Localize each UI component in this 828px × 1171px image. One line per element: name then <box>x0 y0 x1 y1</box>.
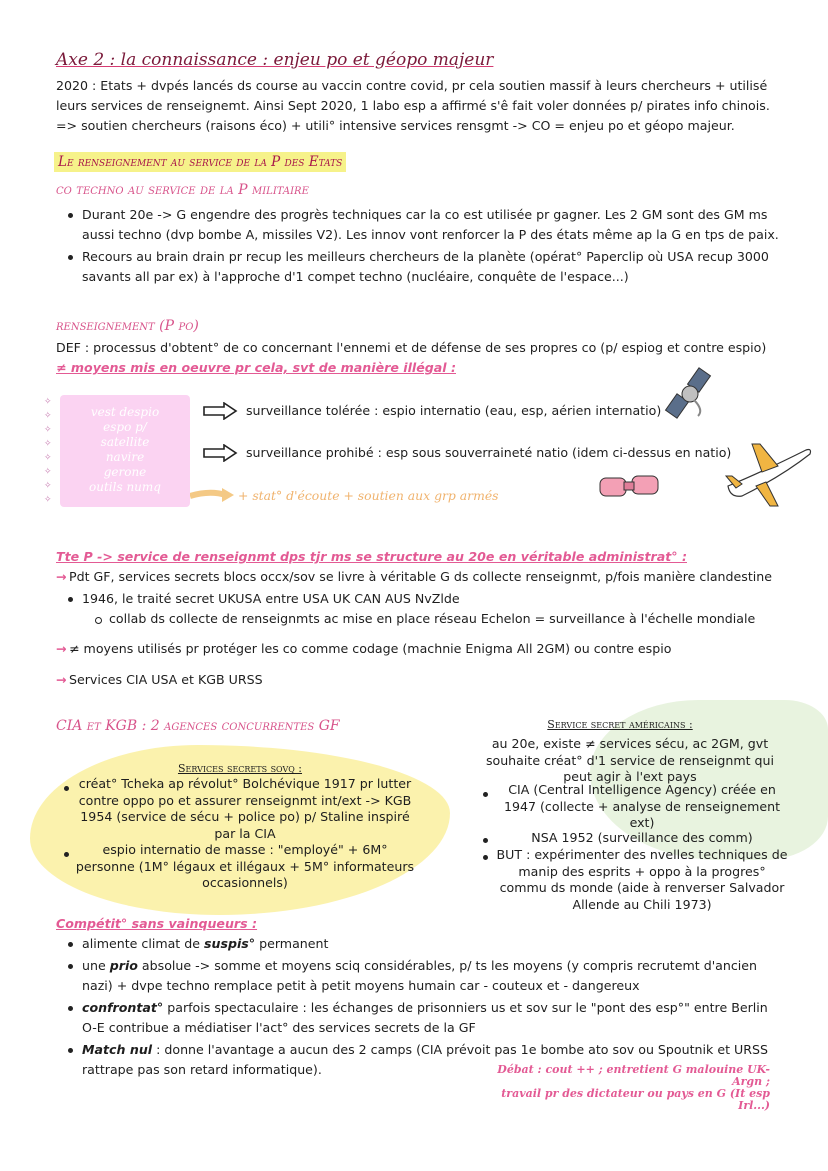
bullet-circle <box>95 617 102 624</box>
sov-title: Services secrets sovq : <box>177 762 303 775</box>
us-intro: au 20e, existe ≠ services sécu, ac 2GM, gvt souhaite créat° d'1 service de renseignmt qui peut agir à l'ext pays <box>485 736 775 784</box>
us-bullet-1: CIA (Central Intelligence Agency) créée en 1947 (collecte + analyse de renseignement ext) <box>503 782 781 830</box>
sticky-line: gerone <box>103 465 147 479</box>
comp-bullet-3: confrontat° parfois spectaculaire : les échanges de prisonniers us et sov sur le "pont des esp°" entre Berlin <box>82 1000 768 1015</box>
arrow-icon: → <box>56 641 67 656</box>
arrow-icon: → <box>56 672 67 687</box>
bullet <box>68 597 73 602</box>
arrow-right-icon <box>202 444 238 462</box>
sov-bullet-1: créat° Tcheka ap révolut° Bolchévique 1917 pr lutter contre oppo po et assurer renseignmt int/ext -> KGB 1954 (service de sécu + police po) p/ Staline inspiré par la CIA <box>78 776 412 841</box>
comp-bullet-2-line-2: nazi) + dvpe techno remplace petit à petit moyens humain car - couteux et - dangereux <box>82 978 640 993</box>
arrow-icon: → <box>56 569 67 584</box>
page-title: Axe 2 : la connaissance : enjeu po et géopo majeur <box>56 50 494 70</box>
sticky-line: navire <box>105 450 145 464</box>
intro-line-3: => soutien chercheurs (raisons éco) + utili° intensive services rensgmt -> CO = enjeu po et géopo majeur. <box>56 118 735 133</box>
us-bullet-2: NSA 1952 (surveillance des comm) <box>531 830 753 845</box>
sticky-note <box>60 395 190 507</box>
bullet <box>68 964 73 969</box>
text-line: collab ds collecte de renseignmts ac mise en place réseau Echelon = surveillance à l'échelle mondiale <box>109 611 756 626</box>
bullet <box>483 838 488 843</box>
surveillance-toleree: surveillance tolérée : espio internatio (eau, esp, aérien internatio) <box>246 403 662 418</box>
bullet <box>483 792 488 797</box>
definition: DEF : processus d'obtent° de co concernant l'ennemi et de défense de ses propres co (p/ espiog et contre espio) <box>56 340 767 355</box>
bullet <box>64 786 69 791</box>
bullet <box>68 255 73 260</box>
sticky-line: espo p/ <box>103 420 147 434</box>
text-line: Pdt GF, services secrets blocs occx/sov se livre à véritable G ds collecte renseignmt, p/fois manière clandestine <box>69 569 773 584</box>
bullet <box>68 1006 73 1011</box>
us-bullet-3: BUT : expérimenter des nvelles techniques de manip des esprits + oppo à la progres° commu ds monde (aide à renverser Salvador Allende au Chili 1973) <box>496 847 788 912</box>
sticky-line: satellite <box>100 435 150 449</box>
bullet-text: Recours au brain drain pr recup les meilleurs chercheurs de la planète (opérat° Paperclip où USA recup 3000 <box>82 249 769 264</box>
surveillance-prohibee: surveillance prohibé : esp sous souverraineté natio (idem ci-dessus en natio) <box>246 445 732 460</box>
binoculars-icon <box>596 470 662 502</box>
us-title: Service secret américains : <box>547 718 693 731</box>
comp-bullet-3-line-2: O-E contribue a médiatiser l'act° des services secrets de la GF <box>82 1020 476 1035</box>
section-title-competition: Compétit° sans vainqueurs : <box>56 916 258 931</box>
satellite-icon <box>664 366 722 422</box>
airplane-icon <box>722 436 814 510</box>
subtitle-cia-kgb: CIA et KGB : 2 agences concurrentes GF <box>56 718 340 734</box>
comp-bullet-4: Match nul : donne l'avantage a aucun des 2 camps (CIA prévoit pas 1e bombe ato sov ou Spoutnik et URSS <box>82 1042 768 1057</box>
sticky-line: outils numq <box>89 480 161 494</box>
leaf-decoration: ✧ ✧ ✧ ✧ ✧ ✧ ✧ ✧ <box>44 397 52 505</box>
bullet <box>68 942 73 947</box>
debate-note <box>470 1064 770 1112</box>
intro-line-2: leurs services de renseignemt. Ainsi Sept 2020, 1 labo esp a affirmé s'ê fait voler données p/ pirates info chinois. <box>56 98 770 113</box>
debate-line-2: travail pr des dictateur ou pays en G (It esp Irl...) <box>501 1087 770 1112</box>
extra-means: + stat° d'écoute + soutien aux grp armés <box>238 488 499 503</box>
comp-bullet-4-line-2: rattrape pas son retard informatique). <box>82 1062 322 1077</box>
comp-bullet-1: alimente climat de suspis° permanent <box>82 936 329 951</box>
means-heading: ≠ moyens mis en oeuvre pr cela, svt de manière illégal : <box>56 360 456 375</box>
sticky-line: vest despio <box>90 405 160 419</box>
bullet <box>64 852 69 857</box>
bullet-text: savants all par ex) à l'approche d'1 compet techno (nucléaire, conquête de l'espace...) <box>82 269 629 284</box>
arrow-right-icon <box>202 402 238 420</box>
section-title-renseignement: Le renseignement au service de la P des Etats <box>54 152 346 172</box>
subtitle-co-techno: co techno au service de la P militaire <box>56 182 309 198</box>
intro-line-1: 2020 : Etats + dvpés lancés ds course au vaccin contre covid, pr cela soutien massif à leurs chercheurs + utilisé <box>56 78 768 93</box>
bullet-text: aussi techno (dvp bombe A, missiles V2). Les innov vont renforcer la P des états même ap la G en tps de paix. <box>82 227 779 242</box>
yellow-arrow-icon <box>190 486 236 504</box>
bullet-text: Durant 20e -> G engendre des progrès techniques car la co est utilisée pr gagner. Les 2 GM sont des GM ms <box>82 207 768 222</box>
section-title-administration: Tte P -> service de renseignmt dps tjr ms se structure au 20e en véritable administrat° : <box>56 549 687 564</box>
text-line: Services CIA USA et KGB URSS <box>69 672 263 687</box>
sov-bullet-2: espio internatio de masse : "employé" + 6M° personne (1M° légaux et illégaux + 5M° informateurs occasionnels) <box>75 842 415 890</box>
bullet <box>68 213 73 218</box>
bullet <box>68 1048 73 1053</box>
text-line: ≠ moyens utilisés pr protéger les co comme codage (machnie Enigma All 2GM) ou contre espio <box>69 641 672 656</box>
bullet <box>483 855 488 860</box>
debate-line-1: Débat : cout ++ ; entretient G malouine UK-Argn ; <box>497 1063 770 1088</box>
text-line: 1946, le traité secret UKUSA entre USA UK CAN AUS NvZlde <box>82 591 460 606</box>
subtitle-renseignement: renseignement (P po) <box>56 318 199 334</box>
comp-bullet-2: une prio absolue -> somme et moyens sciq considérables, p/ ts les moyens (y compris recrutemt d'ancien <box>82 958 758 973</box>
